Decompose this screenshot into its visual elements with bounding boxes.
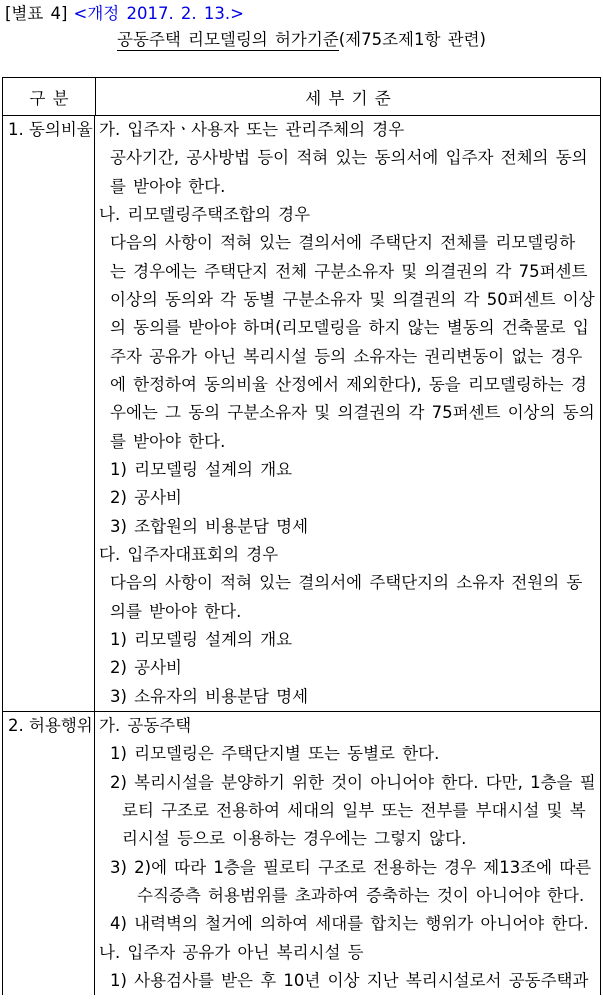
page-title-underlined: 공동주택 리모델링의 허가기준 [117, 30, 339, 49]
criteria-line: 다음의 사항이 적혀 있는 결의서에 주택단지의 소유자 전원의 동 [110, 573, 583, 593]
table-row [3, 116, 600, 712]
column-header-category: 구 분 [3, 78, 96, 115]
criteria-line: 3) 2)에 따라 1층을 필로티 구조로 전용하는 경우 제13조에 따른 [110, 857, 592, 877]
criteria-line: 1) 리모델링은 주택단지별 또는 동별로 한다. [110, 744, 440, 764]
annex-meta-line [5, 4, 603, 23]
page-title-reference: (제75조제1항 관련) [338, 30, 486, 49]
criteria-cell [95, 712, 600, 995]
criteria-line: 를 받아야 한다. [110, 176, 226, 196]
criteria-line: 의를 받아야 한다. [110, 601, 242, 621]
criteria-line: 2) 공사비 [110, 488, 182, 508]
criteria-line: 주자 공유가 아닌 복리시설 등의 소유자는 권리변동이 없는 경우 [110, 346, 583, 366]
table-row [3, 712, 600, 995]
page-title [0, 30, 603, 50]
criteria-table [2, 77, 601, 995]
criteria-line: 수직증측 허용범위를 초과하여 증축하는 것이 아니어야 한다. [137, 885, 585, 905]
table-body [3, 116, 600, 995]
criteria-line: 우에는 그 동의 구분소유자 및 의결권의 각 75퍼센트 이상의 동의 [110, 403, 595, 423]
criteria-line: 로티 구조로 전용하여 세대의 일부 또는 전부를 부대시설 및 복 [122, 800, 586, 820]
criteria-line: 에 한정하여 동의비율 산정에서 제외한다), 동을 리모델링하는 경 [110, 374, 587, 394]
category-cell: 2. 허용행위 [3, 712, 95, 995]
criteria-line: 나. 입주자 공유가 아닌 복리시설 등 [99, 942, 364, 962]
criteria-line: 리시설 등으로 이용하는 경우에는 그렇지 않다. [122, 829, 467, 849]
criteria-line: 3) 소유자의 비용분담 명세 [110, 686, 309, 706]
criteria-line: 4) 내력벽의 철거에 의하여 세대를 합치는 행위가 아니어야 한다. [110, 914, 589, 934]
category-cell: 1. 동의비율 [3, 116, 95, 711]
criteria-line: 의 동의를 받아야 하며(리모델링을 하지 않는 별동의 건축물로 입 [110, 318, 589, 338]
criteria-line: 3) 조합원의 비용분담 명세 [110, 516, 309, 536]
criteria-line: 2) 복리시설을 분양하기 위한 것이 아니어야 한다. 다만, 1층을 필 [110, 772, 596, 792]
criteria-line: 이상의 동의와 각 동별 구분소유자 및 의결권의 각 50퍼센트 이상 [110, 289, 595, 309]
criteria-line: 공사기간, 공사방법 등이 적혀 있는 동의서에 입주자 전체의 동의 [110, 148, 588, 168]
criteria-line: 는 경우에는 주택단지 전체 구분소유자 및 의결권의 각 75퍼센트 [110, 261, 588, 281]
criteria-cell [95, 116, 600, 711]
criteria-line: 1) 리모델링 설계의 개요 [110, 629, 293, 649]
criteria-line: 가. 입주자ㆍ사용자 또는 관리주체의 경우 [99, 120, 405, 139]
table-header-row [3, 78, 600, 116]
criteria-line: 가. 공동주택 [99, 715, 192, 735]
criteria-line: 나. 리모델링주택조합의 경우 [99, 204, 311, 224]
annex-label: [별표 4] [5, 4, 68, 23]
column-header-criteria: 세 부 기 준 [305, 88, 391, 108]
criteria-line: 1) 리모델링 설계의 개요 [110, 459, 293, 479]
revision-note: <개정 2017. 2. 13.> [73, 4, 244, 23]
criteria-line: 다음의 사항이 적혀 있는 결의서에 주택단지 전체를 리모델링하 [110, 233, 576, 253]
criteria-line: 다. 입주자대표회의 경우 [99, 544, 279, 564]
criteria-line: 2) 공사비 [110, 658, 182, 678]
criteria-line: 를 받아야 한다. [110, 431, 226, 451]
criteria-line: 1) 사용검사를 받은 후 10년 이상 지난 복리시설로서 공동주택과 [110, 970, 589, 990]
